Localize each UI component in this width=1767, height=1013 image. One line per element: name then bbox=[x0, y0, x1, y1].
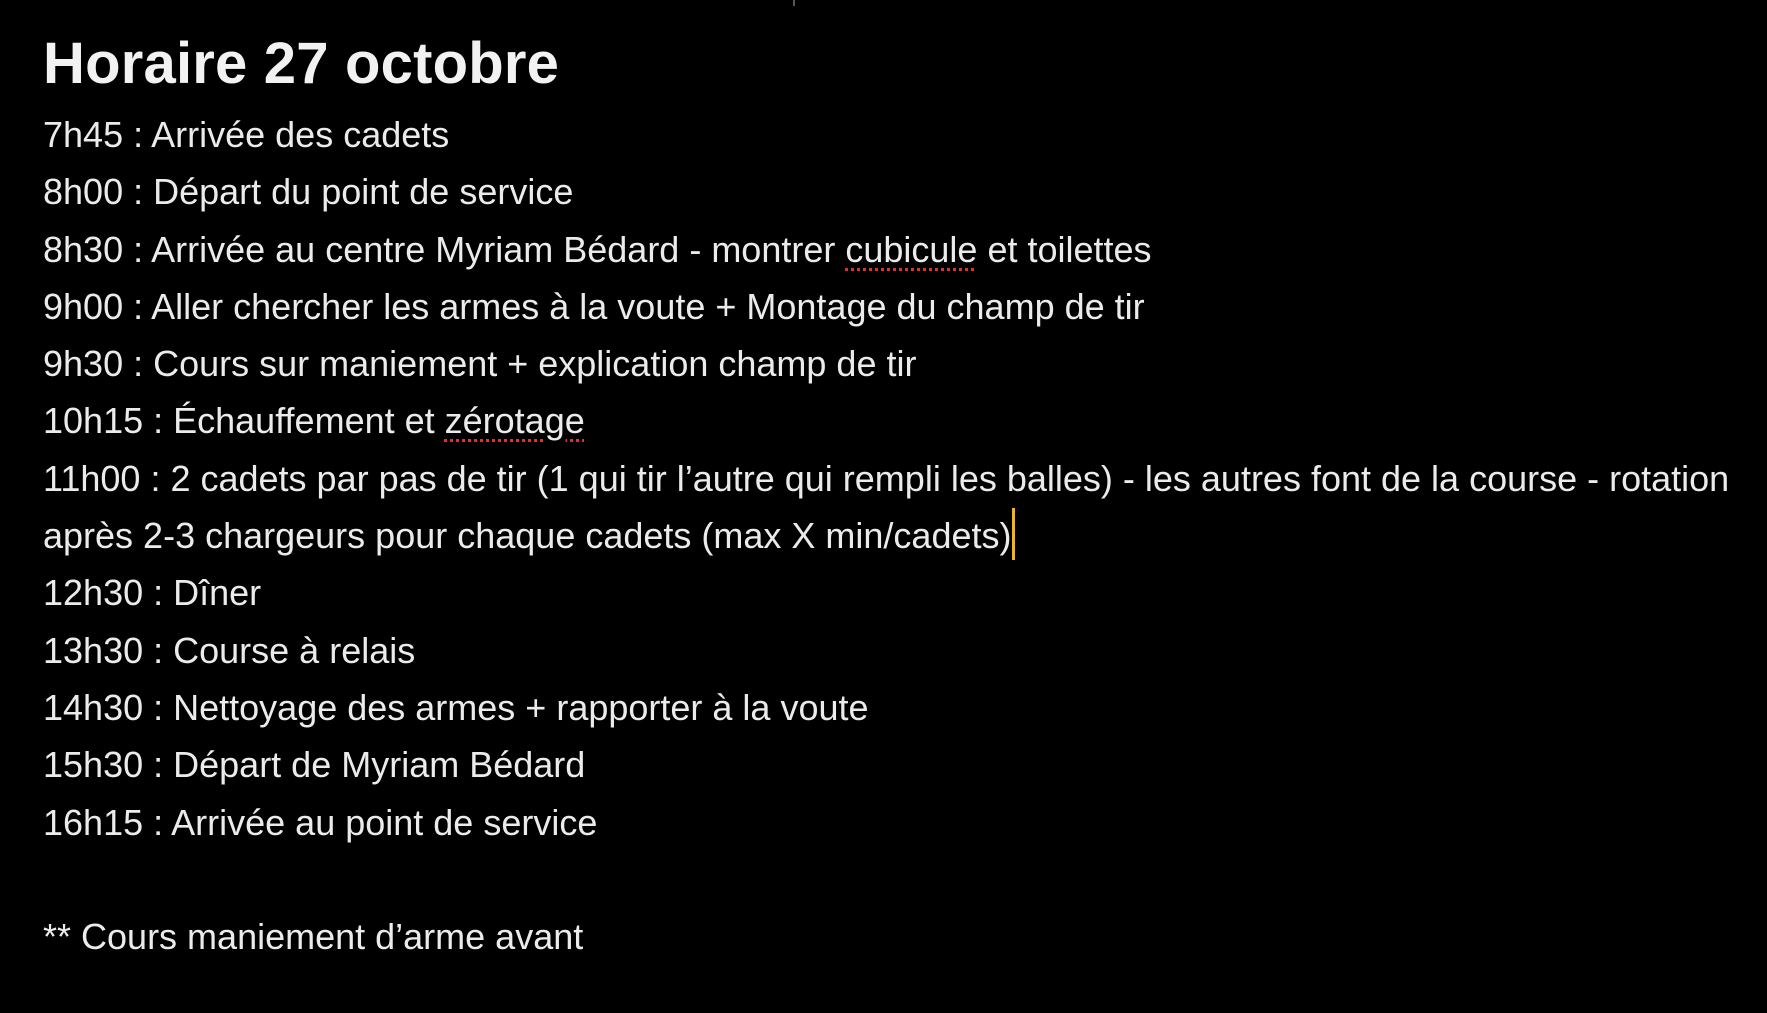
top-edge-marker bbox=[793, 0, 795, 6]
separator: : bbox=[123, 114, 152, 155]
schedule-line-1430[interactable] bbox=[43, 679, 1743, 736]
separator: : bbox=[123, 343, 154, 385]
note-editor[interactable] bbox=[43, 22, 1743, 965]
time-label: 14h30 bbox=[43, 686, 144, 728]
activity-text: Course à relais bbox=[173, 629, 416, 671]
activity-text-end: et toilettes bbox=[977, 228, 1152, 270]
schedule-line-0800[interactable] bbox=[43, 163, 1743, 220]
activity-text: Arrivée au centre Myriam Bédard - montrer bbox=[151, 228, 846, 270]
separator: : bbox=[143, 572, 174, 614]
separator: : bbox=[143, 744, 174, 786]
schedule-line-0745[interactable] bbox=[43, 106, 1743, 163]
activity-text: Cours sur maniement + explication champ de tir bbox=[153, 343, 917, 385]
schedule-line-1615[interactable] bbox=[43, 794, 1743, 851]
separator: : bbox=[123, 285, 152, 327]
text-cursor bbox=[1012, 508, 1015, 560]
separator: : bbox=[143, 629, 174, 671]
time-label: 13h30 bbox=[43, 629, 144, 671]
time-label: 15h30 bbox=[43, 744, 144, 786]
time-label: 8h30 bbox=[43, 228, 124, 270]
footnote[interactable]: ** Cours maniement d’arme avant bbox=[43, 916, 584, 958]
separator: : bbox=[123, 228, 152, 270]
activity-text: Arrivée des cadets bbox=[151, 114, 450, 155]
activity-text: Dîner bbox=[173, 572, 262, 614]
time-label: 12h30 bbox=[43, 572, 144, 614]
schedule-line-1530[interactable] bbox=[43, 736, 1743, 793]
separator: : bbox=[143, 400, 174, 442]
time-label: 9h30 bbox=[43, 343, 124, 385]
note-title[interactable]: Horaire 27 octobre bbox=[43, 31, 560, 96]
separator: : bbox=[143, 686, 174, 728]
schedule-line-0830[interactable] bbox=[43, 221, 1743, 278]
schedule-line-0930[interactable] bbox=[43, 335, 1743, 392]
time-label: 7h45 bbox=[43, 114, 124, 155]
schedule-line-1230[interactable] bbox=[43, 564, 1743, 621]
misspelled-word[interactable]: zérotage bbox=[444, 400, 585, 442]
activity-text: Aller chercher les armes à la voute + Montage du champ de tir bbox=[151, 285, 1145, 327]
schedule-line-0900[interactable] bbox=[43, 278, 1743, 335]
separator: : bbox=[140, 457, 171, 499]
time-label: 16h15 bbox=[43, 801, 144, 843]
time-label: 8h00 bbox=[43, 171, 124, 213]
activity-text: Départ du point de service bbox=[153, 171, 574, 213]
separator: : bbox=[143, 801, 172, 843]
schedule-line-1015[interactable] bbox=[43, 392, 1743, 449]
activity-text: 2 cadets par pas de tir (1 qui tir l’autre qui rempli les balles) - les autres font de la course - rotation après 2-3 chargeurs pour chaque cadets (max X min/cadets) bbox=[43, 457, 1730, 557]
time-label: 9h00 bbox=[43, 285, 124, 327]
activity-text: Arrivée au point de service bbox=[171, 801, 598, 843]
separator: : bbox=[123, 171, 154, 213]
schedule-line-1330[interactable] bbox=[43, 622, 1743, 679]
schedule-line-1100[interactable] bbox=[43, 450, 1743, 565]
activity-text: Échauffement et bbox=[173, 400, 445, 442]
misspelled-word[interactable]: cubicule bbox=[845, 228, 978, 270]
activity-text: Départ de Myriam Bédard bbox=[173, 744, 586, 786]
time-label: 11h00 bbox=[43, 457, 141, 499]
activity-text: Nettoyage des armes + rapporter à la voute bbox=[173, 686, 869, 728]
time-label: 10h15 bbox=[43, 400, 144, 442]
empty-line[interactable] bbox=[43, 851, 1743, 908]
